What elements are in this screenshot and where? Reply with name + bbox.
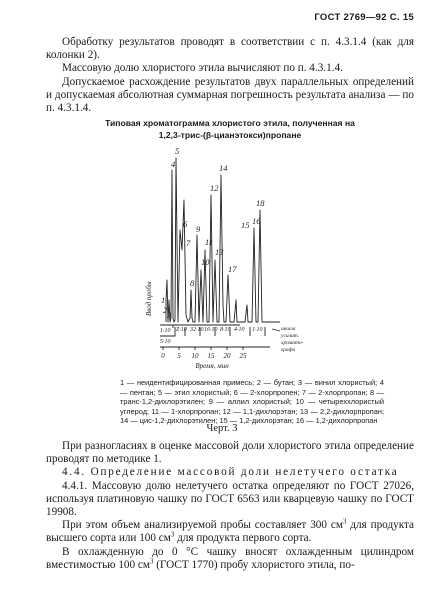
side-label-1: шкала: [281, 326, 296, 332]
peak-label-18: 18: [256, 198, 265, 208]
atten-label-6: 4·10: [234, 327, 245, 333]
atten-label-1: 1·10: [160, 328, 171, 334]
chromatogram-title-line2: 1,2,3-трис-(β-цианэтокси)пропане: [158, 129, 302, 140]
chromatogram-title-line1: Типовая хроматограмма хлористого этила, полученная на: [105, 118, 355, 128]
peak-label-12: 12: [210, 183, 219, 193]
atten-label-8: 5·10: [160, 339, 171, 345]
atten-label-3: 32·10: [190, 327, 204, 333]
peak-label-1: 1: [161, 295, 166, 305]
side-bracket: [272, 329, 280, 331]
atten-label-5: 8·10: [220, 327, 231, 333]
tick-label-15: 15: [207, 352, 215, 360]
atten-label-7: 1·10: [252, 327, 263, 333]
peak-label-9: 9: [196, 224, 201, 234]
sample-volume-part-a: При этом объем анализируемой пробы составляет 300 см: [62, 519, 343, 532]
tick-label-5: 5: [177, 352, 181, 360]
paragraph-cooled-dish: [46, 546, 414, 572]
cube-superscript-3: 3: [149, 557, 154, 566]
cube-superscript-2: 3: [170, 530, 175, 539]
paragraph-tolerance: Допускаемое расхождение результатов двух параллельных определений и допускаемая абсолютная суммарная погрешность результата анализа — по п. 4.3.1.4.: [46, 75, 414, 115]
chromatogram-legend: 1 — неидентифицированная примесь; 2 — бутан; 3 — винил хлористый; 4 — пентан; 5 — этил хлористый; 6 — 2-хлорпропен; 7 — 2-хлорпропан; 8 — транс-1,2-дихлорэтилен; 9 — аллил хлористый; 10 — четыреххлористый углерод; 11 — 1-хлорпропан; 12 — 1,1-дихлорэтан; 13 — 2,2-дихлорпропан; 14 — цис-1,2-дихлорэтилен; 15 — 1,2-дихлорэтан; 16 — 1,2-дихлорпропан: [120, 378, 384, 426]
peak-label-7: 7: [186, 238, 191, 248]
side-label-3: хромато-: [281, 340, 304, 346]
cooled-dish-part-a: В охлажденную до 0 °С чашку вносят охлажденным цилиндром вместимостью 100 см: [46, 545, 414, 571]
peak-label-2: 2: [163, 305, 168, 315]
x-axis-label: Время, мин: [195, 362, 229, 370]
paragraph-sample-volume: [46, 519, 414, 545]
peak-label-3: 3: [167, 310, 172, 320]
figure-caption: Черт. 3: [206, 423, 238, 434]
side-label-2: усилит.: [281, 333, 300, 339]
tick-label-20: 20: [223, 352, 231, 360]
peak-label-15: 15: [241, 220, 250, 230]
peak-label-5: 5: [175, 146, 180, 156]
peak-label-16: 16: [252, 216, 261, 226]
sample-volume-part-c: для продукта первого сорта.: [174, 532, 312, 545]
peak-label-6: 6: [183, 219, 188, 229]
tick-label-0: 0: [161, 352, 165, 360]
paragraph-4-4-1: 4.4.1. Массовую долю нелетучего остатка определяют по ГОСТ 27026, используя платиновую чашку по ГОСТ 6563 или кварцевую чашку по ГОСТ 19908.: [46, 479, 414, 519]
peak-label-4: 4: [171, 159, 176, 169]
side-label-4: графа: [281, 347, 296, 353]
atten-label-4: 16·10: [204, 327, 218, 333]
chromatogram-trace: [166, 158, 280, 322]
atten-label-2: Z·10: [176, 327, 187, 333]
peak-label-10: 10: [201, 257, 210, 267]
cube-superscript-1: 3: [342, 517, 347, 526]
peak-label-14: 14: [219, 163, 228, 173]
peak-label-8: 8: [190, 278, 195, 288]
cooled-dish-part-b: (ГОСТ 1770) пробу хлористого этила, по-: [153, 558, 355, 571]
tick-label-10: 10: [191, 352, 199, 360]
paragraph-processing: Обработку результатов проводят в соответствии с п. 4.3.1.4 (как для колонки 2).: [46, 36, 414, 62]
atten-exponent: 8: [172, 324, 175, 329]
sample-volume-part-b: для продукта высшего сорта или 100 см: [46, 519, 415, 545]
y-axis-label: Ввод пробы: [145, 281, 153, 316]
peak-label-13: 13: [215, 247, 224, 257]
section-heading-4-4: 4.4. Определение массовой доли нелетучего остатка: [62, 466, 399, 479]
paragraph-disagreement: При разногласиях в оценке массовой доли хлористого этила определение проводят по методике 1.: [46, 440, 414, 466]
paragraph-mass-fraction: Массовую долю хлористого этила вычисляют по п. 4.3.1.4.: [62, 62, 343, 75]
peak-label-11: 11: [205, 237, 213, 247]
peak-label-17: 17: [228, 264, 237, 274]
running-head: ГОСТ 2769—92 С. 15: [314, 12, 414, 23]
bottom-text-block: [46, 440, 414, 572]
tick-label-25: 25: [239, 352, 247, 360]
time-ticks: [163, 347, 243, 350]
